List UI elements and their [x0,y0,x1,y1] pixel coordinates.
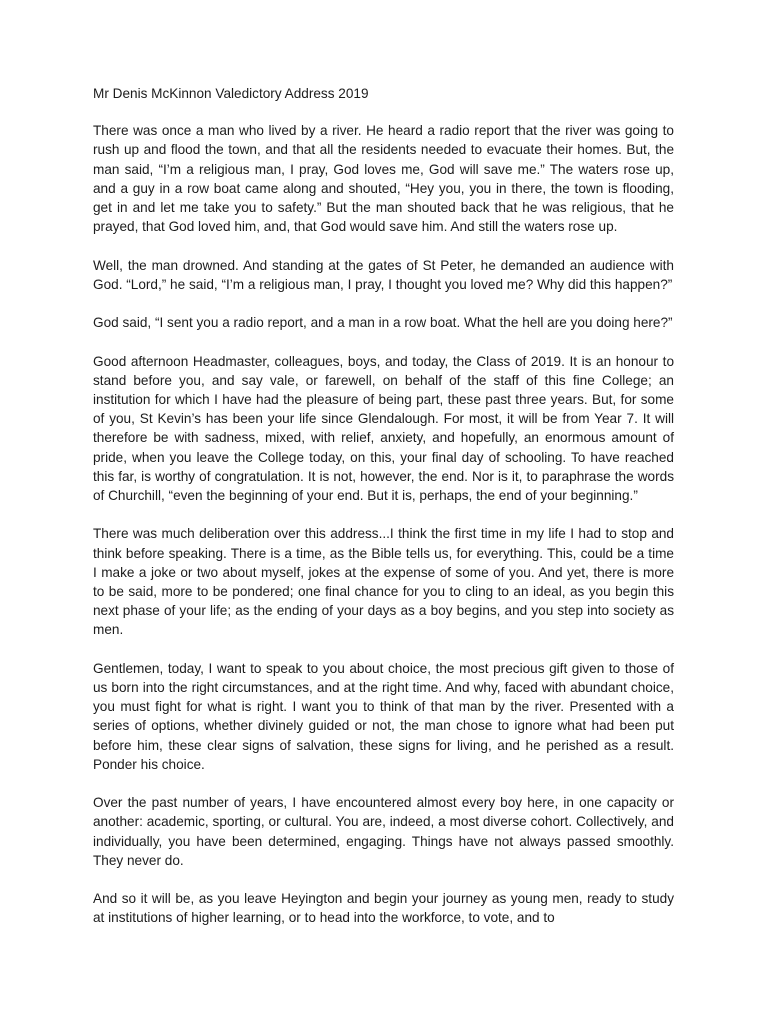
document-body [93,84,674,928]
paragraph-deliberation: There was much deliberation over this address...I think the first time in my life I had to stop and think before speaking. There is a time, as the Bible tells us, for everything. This, could be a time I make a joke or two about myself, jokes at the expense of some of you. And yet, there is more to be said, more to be pondered; one final chance for you to cling to an ideal, as you begin this next phase of your life; as the ending of your days as a boy begins, and you step into society as men. [93,526,674,638]
document-title: Mr Denis McKinnon Valedictory Address 2019 [93,86,369,101]
paragraph-good-afternoon: Good afternoon Headmaster, colleagues, boys, and today, the Class of 2019. It is an honour to stand before you, and say vale, or farewell, on behalf of the staff of this fine College; an institution for which I have had the pleasure of being part, these past three years. But, for some of you, St Kevin’s has been your life since Glendalough. For most, it will be from Year 7. It will therefore be with sadness, mixed, with relief, anxiety, and hopefully, an enormous amount of pride, when you leave the College today, on this, your final day of schooling. To have reached this far, is worthy of congratulation. It is not, however, the end. Nor is it, to paraphrase the words of Churchill, “even the beginning of your end. But it is, perhaps, the end of your beginning.” [93,353,674,504]
paragraph-leave-heyington: And so it will be, as you leave Heyington and begin your journey as young men, ready to study at institutions of higher learning, or to head into the workforce, to vote, and to [93,891,674,926]
paragraph-past-years: Over the past number of years, I have encountered almost every boy here, in one capacity or another: academic, sporting, or cultural. You are, indeed, a most diverse cohort. Collectively, and individually, you have been determined, engaging. Things have not always passed smoothly. They never do. [93,795,674,868]
paragraph-man-drowned: Well, the man drowned. And standing at the gates of St Peter, he demanded an audience with God. “Lord,” he said, “I’m a religious man, I pray, I thought you loved me? Why did this happen?” [93,257,674,292]
paragraph-choice: Gentlemen, today, I want to speak to you about choice, the most precious gift given to those of us born into the right circumstances, and at the right time. And why, faced with abundant choice, you must fight for what is right. I want you to think of that man by the river. Presented with a series of options, whether divinely guided or not, the man chose to ignore what had been put before him, these clear signs of salvation, these signs for living, and he perished as a result. Ponder his choice. [93,660,674,772]
paragraph-god-said: God said, “I sent you a radio report, and a man in a row boat. What the hell are you doing here?” [93,315,673,331]
paragraph-river-story: There was once a man who lived by a river. He heard a radio report that the river was going to rush up and flood the town, and that all the residents needed to evacuate their homes. But, the man said, “I’m a religious man, I pray, God loves me, God will save me.” The waters rose up, and a guy in a row boat came along and shouted, “Hey you, you in there, the town is flooding, get in and let me take you to safety.” But the man shouted back that he was religious, that he prayed, that God loved him, and, that God would save him. And still the waters rose up. [93,123,674,235]
